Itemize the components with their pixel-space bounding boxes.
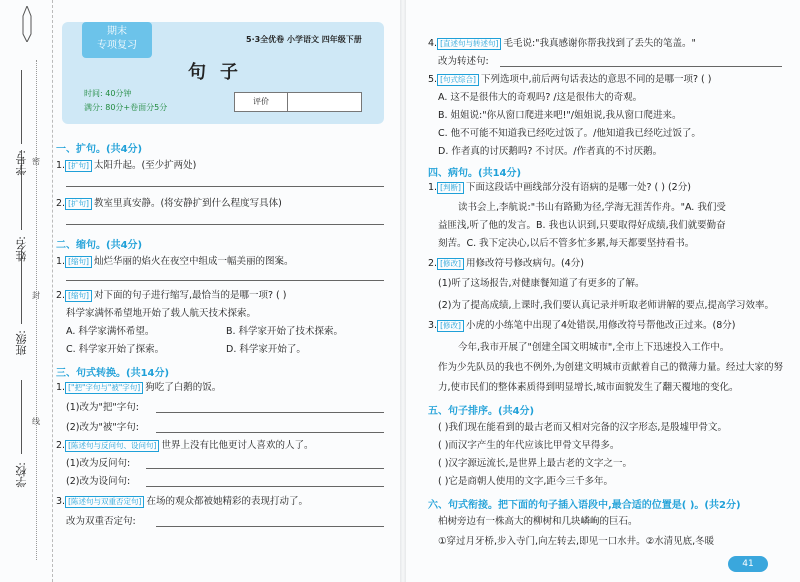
option-c[interactable]: C. 科学家开始了探索。 (66, 344, 165, 355)
question-1-1 (56, 160, 196, 172)
answer-line[interactable] (146, 486, 384, 487)
passage-line: 读书会上,李航说:"书山有路勤为径,学海无涯苦作舟。"A. 我们受 (458, 202, 726, 213)
q-tag: ["把"字句与"被"字句] (65, 382, 143, 394)
ordering-item[interactable]: ( )它是商朝人使用的文字,距今三千多年。 (438, 476, 613, 487)
q-tag: [修改] (437, 258, 464, 270)
school-label: 学校: (15, 462, 28, 488)
question-6 (428, 182, 691, 194)
q-text: 狗吃了白鹅的饭。 (145, 382, 222, 393)
left-page (56, 0, 398, 582)
option-d[interactable]: D. 科学家开始了。 (226, 344, 306, 355)
section-5-title: 五、句子排序。(共4分) (428, 406, 535, 417)
q-num: 3. (428, 320, 438, 331)
q-text: 世界上没有比他更讨人喜欢的人了。 (161, 440, 314, 451)
ordering-item[interactable]: ( )我们现在能看到的最古老而又相对完备的汉字形态,是殷墟甲骨文。 (438, 422, 727, 433)
prompt-bei: (2)改为"被"字句: (66, 422, 139, 433)
line-mark: 线 (32, 417, 40, 426)
q-num: 4. (428, 38, 438, 49)
question-3-2 (56, 440, 313, 452)
binding-margin (0, 0, 53, 582)
question-7 (428, 258, 584, 270)
option-b[interactable]: B. 科学家开始了技术探索。 (226, 326, 344, 337)
prompt-double-negative: 改为双重否定句: (66, 516, 136, 527)
option-a[interactable]: A. 这不是很伟大的奇观吗? /这是很伟大的奇观。 (438, 92, 643, 103)
passage-line: 力,使市民们的整体素质得到明显增长,城市面貌发生了翻天覆地的变化。 (438, 382, 739, 393)
answer-line[interactable] (500, 66, 782, 67)
rocket-icon (22, 6, 32, 42)
passage-line: 刻苦。C. 我下定决心,以后不管多忙多累,每天都要坚持看书。 (438, 238, 695, 249)
question-3-3 (56, 496, 308, 508)
prompt-rhetorical: (1)改为反问句: (66, 458, 131, 469)
answer-line[interactable] (66, 280, 384, 281)
q-text: 灿烂华丽的焰火在夜空中组成一幅美丽的图案。 (93, 256, 294, 267)
q-tag: [缩句] (65, 290, 92, 302)
question-5 (428, 74, 711, 86)
evaluation-box (234, 92, 362, 112)
question-2-1 (56, 256, 293, 268)
evaluation-label: 评价 (235, 93, 288, 111)
q-tag: [缩句] (65, 256, 92, 268)
section-2-title: 二、缩句。(共4分) (56, 240, 143, 251)
answer-line[interactable] (66, 224, 384, 225)
q-num: 3. (56, 496, 66, 507)
passage-line: 益匪浅,听了他的发言。B. 我也认识到,只要取得好成绩,我们就要勤奋 (438, 220, 726, 231)
section-1-title: 一、扩句。(共4分) (56, 144, 143, 155)
q-num: 1. (56, 256, 66, 267)
option-a[interactable]: A. 科学家满怀希望。 (66, 326, 155, 337)
name-label: 姓名: (15, 236, 28, 262)
answer-line[interactable] (156, 412, 384, 413)
ordering-item[interactable]: ( )汉字源远流长,是世界上最古老的文字之一。 (438, 458, 632, 469)
school-line (21, 380, 22, 454)
right-page (410, 0, 792, 582)
question-2-2-sentence: 科学家满怀希望地开始了载人航天技术探索。 (66, 308, 257, 319)
question-1-2 (56, 198, 282, 210)
score-info: 满分: 80分+卷面分5分 (84, 103, 168, 112)
q-num: 1. (428, 182, 438, 193)
q-num: 5. (428, 74, 438, 85)
answer-line[interactable] (146, 468, 384, 469)
question-2-2 (56, 290, 286, 302)
page-fold (400, 0, 406, 582)
q-text: 教室里真安静。(将安静扩到什么程度写具体) (93, 198, 282, 209)
passage-line: ①穿过月牙桥,步入寺门,向左转去,即见一口水井。②水清见底,冬暖 (438, 536, 715, 547)
id-line (21, 70, 22, 144)
question-3-1 (56, 382, 221, 394)
section-3-title: 三、句式转换。(共14分) (56, 368, 170, 379)
q-text: 太阳升起。(至少扩两处) (93, 160, 197, 171)
q-tag: [扩句] (65, 198, 92, 210)
q-num: 2. (428, 258, 438, 269)
question-8 (428, 320, 735, 332)
q-num: 2. (56, 440, 66, 451)
answer-line[interactable] (156, 526, 384, 527)
prompt-indirect: 改为转述句: (438, 56, 489, 67)
q-num: 2. (56, 290, 66, 301)
q-num: 1. (56, 160, 66, 171)
seal-mark: 封 (32, 291, 40, 300)
q-text: 对下面的句子进行缩写,最恰当的是哪一项? ( ) (93, 290, 287, 301)
passage-line: 作为少先队员的我也不例外,为创建文明城市贡献着自己的微薄力量。经过大家的努 (438, 362, 784, 373)
option-b[interactable]: B. 姐姐说:"你从窗口爬进来吧!"/姐姐说,我从窗口爬进来。 (438, 110, 682, 121)
q-text: 毛毛说:"我真感谢你帮我找到了丢失的笔盖。" (503, 38, 696, 49)
q-tag: [陈述句与反问句、设问句] (65, 440, 159, 452)
sentence-to-fix: (1)听了这场报告,对健康餐知道了有更多的了解。 (438, 278, 645, 289)
q-num: 1. (56, 382, 66, 393)
insert-sentence: 柏树旁边有一株高大的柳树和几块嶙峋的巨石。 (438, 516, 638, 527)
passage-line: 今年,我市开展了"创建全国文明城市",全市上下迅速投入工作中。 (458, 342, 730, 353)
sentence-to-fix: (2)为了提高成绩,上课时,我们要认真记录并听取老师讲解的要点,提高学习效率。 (438, 300, 775, 311)
prompt-ba: (1)改为"把"字句: (66, 402, 139, 413)
q-tag: [判断] (437, 182, 464, 194)
class-label: 班级: (15, 330, 28, 356)
q-tag: [陈述句与双重否定句] (65, 496, 144, 508)
q-text: 用修改符号修改病句。(4分) (465, 258, 584, 269)
option-d[interactable]: D. 作者真的讨厌鹅吗? 不讨厌。/作者真的不讨厌鹅。 (438, 146, 663, 157)
page-title: 句子 (188, 62, 252, 83)
q-text: 在场的观众都被她精彩的表现打动了。 (146, 496, 308, 507)
section-4-title: 四、病句。(共14分) (428, 168, 522, 179)
tag-line-2: 专项复习 (97, 40, 137, 51)
tag-line-1: 期末 (107, 26, 127, 37)
id-label: 学号: (15, 150, 28, 176)
section-6-title: 六、句式衔接。把下面的句子插入语段中,最合适的位置是( )。(共2分) (428, 500, 741, 511)
page-number: 41 (728, 556, 768, 572)
time-info: 时间: 40分钟 (84, 89, 132, 98)
answer-line[interactable] (66, 186, 384, 187)
q-tag: [直述句与转述句] (437, 38, 501, 50)
q-tag: [修改] (437, 320, 464, 332)
q-text: 小虎的小练笔中出现了4处错误,用修改符号帮他改正过来。(8分) (465, 320, 736, 331)
option-c[interactable]: C. 他不可能不知道我已经吃过饭了。/他知道我已经吃过饭了。 (438, 128, 701, 139)
ordering-item[interactable]: ( )而汉字产生的年代应该比甲骨文早得多。 (438, 440, 620, 451)
answer-line[interactable] (156, 432, 384, 433)
q-num: 2. (56, 198, 66, 209)
q-text: 下列选项中,前后两句话表达的意思不同的是哪一项? ( ) (480, 74, 712, 85)
q-tag: [句式综合] (437, 74, 479, 86)
question-4 (428, 38, 696, 50)
cut-line (36, 60, 37, 560)
series-label: 5·3全优卷 小学语文 四年级下册 (246, 35, 362, 44)
dense-mark: 密 (32, 157, 40, 166)
q-tag: [扩句] (65, 160, 92, 172)
prompt-self-answer: (2)改为设问句: (66, 476, 131, 487)
q-text: 下面这段话中画线部分没有语病的是哪一处? ( ) (2分) (465, 182, 691, 193)
review-tag (82, 22, 152, 58)
